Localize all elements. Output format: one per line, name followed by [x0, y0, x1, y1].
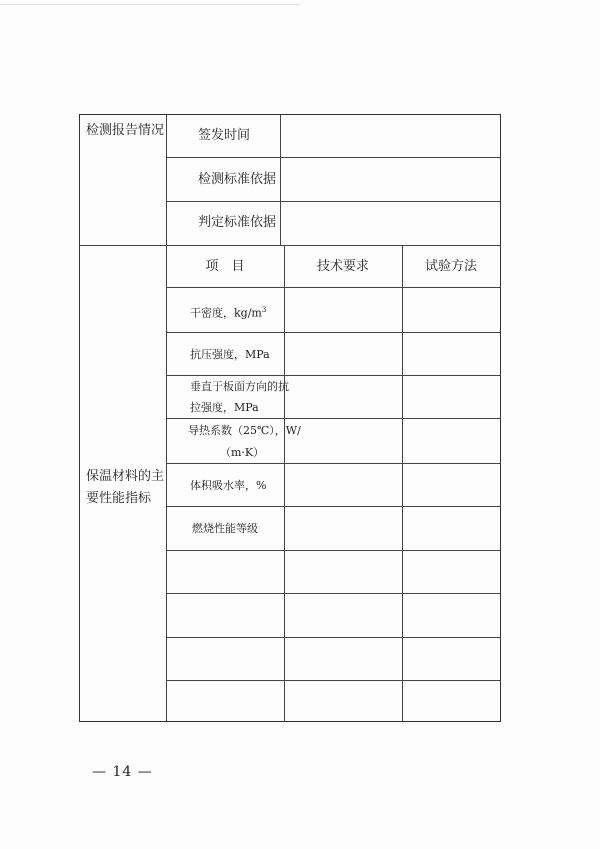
property-tensile-strength-line2: 拉强度，MPa — [190, 401, 259, 414]
materials-section-label-line1: 保温材料的主 — [86, 469, 165, 484]
header-requirement: 技术要求 — [316, 259, 369, 274]
divider — [166, 157, 500, 158]
inspection-form-table — [79, 114, 501, 722]
header-item: 项 目 — [205, 259, 245, 274]
property-thermal-conductivity-line1: 导热系数（25℃），W/ — [188, 424, 301, 437]
divider — [166, 287, 500, 288]
divider — [166, 550, 500, 551]
divider — [166, 680, 500, 681]
scan-edge-line — [0, 4, 300, 5]
property-tensile-strength-line1: 垂直于板面方向的抗 — [190, 380, 289, 393]
property-dry-density — [190, 302, 266, 322]
property-water-absorption: 体积吸水率，% — [190, 479, 267, 492]
divider — [402, 245, 403, 722]
divider — [166, 418, 500, 419]
judgment-standard-label: 判定标准依据 — [198, 215, 277, 230]
property-thermal-conductivity-line2: （m·K） — [220, 446, 265, 459]
property-fire-rating: 燃烧性能等级 — [192, 522, 258, 535]
test-standard-label: 检测标准依据 — [198, 172, 277, 187]
divider — [284, 245, 285, 722]
property-dry-density-text: 干密度，kg/m — [190, 306, 262, 320]
section-divider — [80, 245, 500, 246]
divider — [280, 115, 281, 245]
divider — [166, 332, 500, 333]
property-dry-density-sup: 3 — [261, 306, 267, 314]
materials-section-label-line2: 要性能指标 — [86, 491, 152, 506]
divider — [166, 375, 500, 376]
divider — [166, 201, 500, 202]
report-section-label: 检测报告情况 — [86, 123, 165, 138]
page-number: — 14 — — [92, 764, 153, 780]
issue-date-label: 签发时间 — [198, 128, 251, 143]
divider — [166, 463, 500, 464]
divider — [166, 593, 500, 594]
divider — [166, 637, 500, 638]
divider — [166, 506, 500, 507]
property-compressive-strength: 抗压强度，MPa — [190, 348, 270, 361]
header-method: 试验方法 — [424, 259, 477, 274]
